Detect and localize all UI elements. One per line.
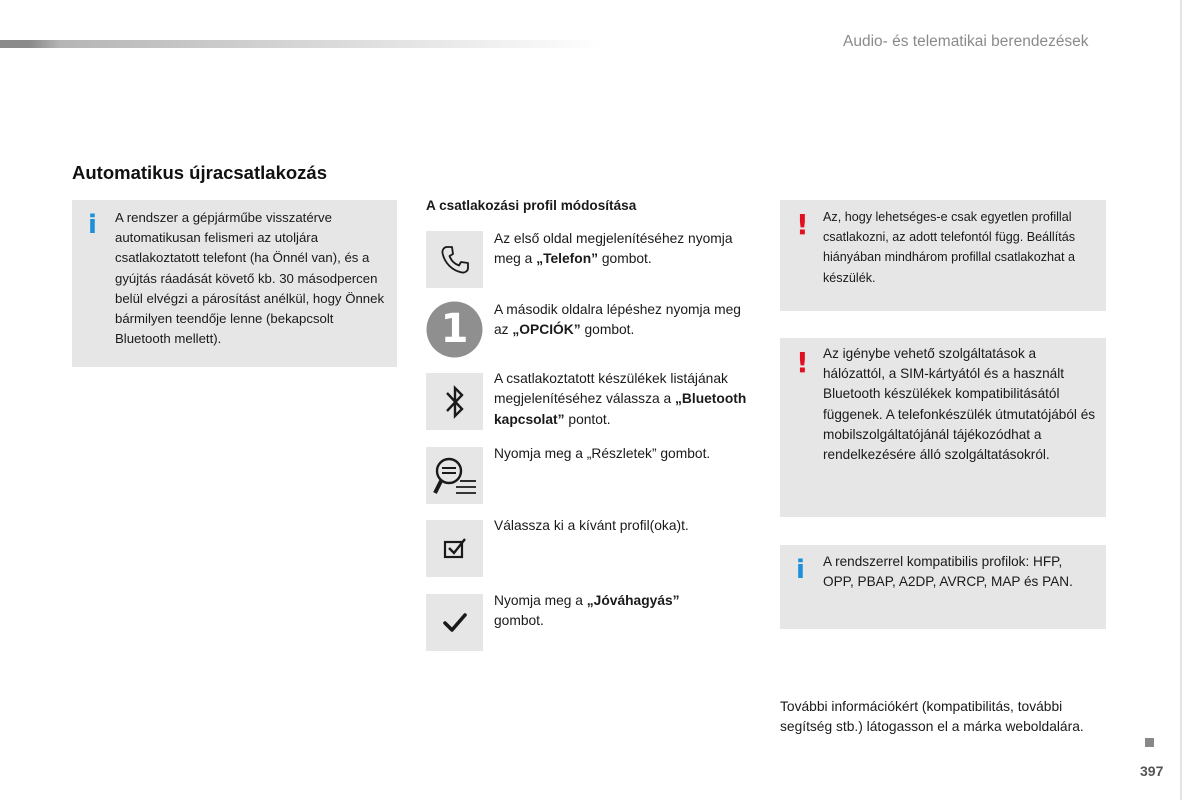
header-bar <box>0 40 605 48</box>
step-text: Nyomja meg a „Részletek” gombot. <box>494 446 711 461</box>
step-text: Válassza ki a kívánt profil(oka)t. <box>494 518 689 533</box>
info-box-profiles <box>780 545 1106 629</box>
step-icon-tile <box>426 447 483 504</box>
section-title: Audio- és telematikai berendezések <box>843 33 1089 50</box>
phone-icon <box>438 243 472 277</box>
number-1-icon: 1 <box>440 306 469 352</box>
info-text: A rendszer a gépjárműbe visszatérve automatikusan felismeri az utoljára csatlakoztatott telefont (ha Önnél van), és a gyújtás ráadását követő kb. 30 másodpercen belül elvégzi a párosítást anélkül, hogy Önnek bármilyen teendője lenne (bekapcsolt Bluetooth mellett). <box>115 210 385 347</box>
footer-text: További információkért (kompatibilitás, további segítség stb.) látogasson el a márka weboldalára. <box>780 699 1084 735</box>
info-text: A rendszerrel kompatibilis profilok: HFP, OPP, PBAP, A2DP, AVRCP, MAP és PAN. <box>823 554 1073 590</box>
step-icon-tile <box>426 520 483 577</box>
step-icon-tile <box>426 594 483 651</box>
page-edge-rule <box>1180 0 1182 800</box>
checkmark-icon <box>440 608 470 638</box>
warning-box-services <box>780 338 1106 517</box>
step-icon-tile <box>426 373 483 430</box>
bluetooth-icon <box>438 382 472 422</box>
step-text: Az első oldal megjelenítéséhez nyomja meg a „Telefon” gombot. <box>494 231 733 267</box>
page-marker <box>1145 738 1154 747</box>
details-icon <box>430 451 480 501</box>
info-icon: i <box>796 555 805 585</box>
info-icon: i <box>88 210 97 240</box>
profile-section-title: A csatlakozási profil módosítása <box>426 198 637 213</box>
warning-box-profiles <box>780 200 1106 311</box>
step-text: Nyomja meg a „Jóváhagyás” gombot. <box>494 593 680 629</box>
step-icon-tile <box>426 231 483 288</box>
page-heading: Automatikus újracsatlakozás <box>72 162 327 183</box>
info-box-reconnect <box>72 200 397 367</box>
warning-icon: ! <box>796 208 809 241</box>
checkbox-icon <box>440 534 470 564</box>
step-text: A csatlakoztatott készülékek listájának megjelenítéséhez válassza a „Bluetooth kapcsolat” pontot. <box>494 371 747 427</box>
page-number: 397 <box>1140 763 1164 779</box>
warning-icon: ! <box>796 346 809 379</box>
warning-text: Az, hogy lehetséges-e csak egyetlen profillal csatlakozni, az adott telefontól függ. Beállítás hiányában mindhárom profillal csatlakozhat a készülék. <box>823 210 1076 285</box>
step-icon-tile <box>426 301 483 358</box>
step-text: A második oldalra lépéshez nyomja meg az „OPCIÓK” gombot. <box>494 302 741 338</box>
warning-text: Az igénybe vehető szolgáltatások a hálózattól, a SIM-kártyától és a használt Bluetooth készülékek kompatibilitásától függenek. A telefonkészülék útmutatójából és mobilszolgáltatójánál tájékozódhat a rendelkezésére álló szolgáltatásokról. <box>823 346 1096 463</box>
